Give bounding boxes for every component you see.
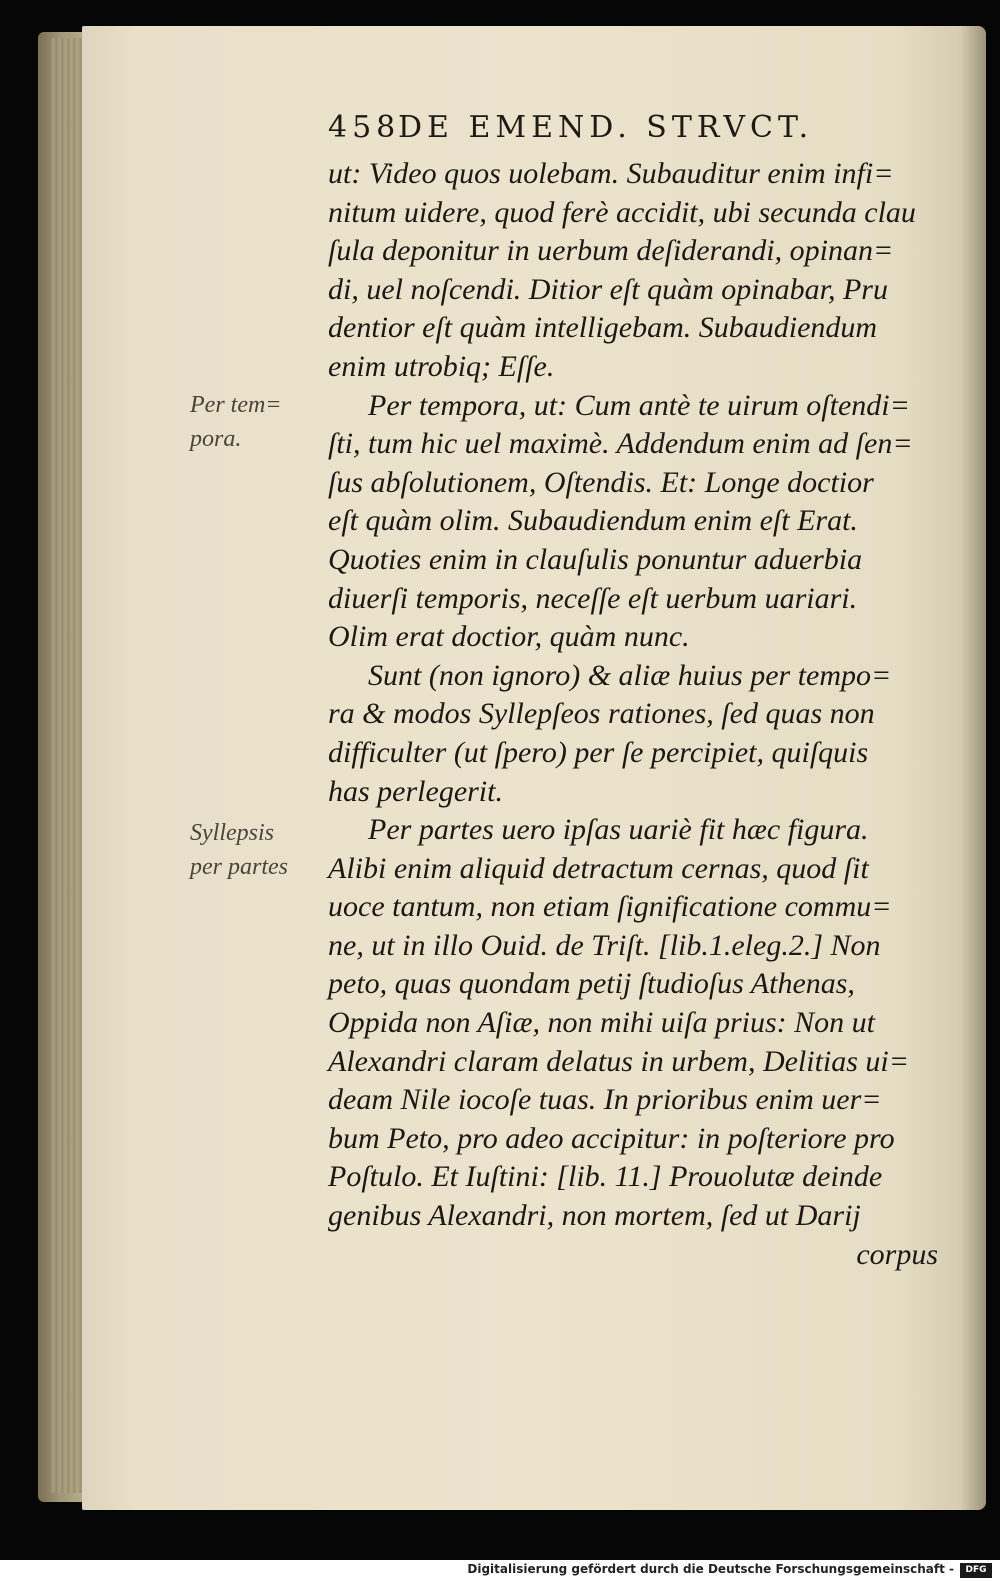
text-line: Sunt (non ignoro) & aliæ huius per tempo= xyxy=(368,658,892,692)
text-line: genibus Alexandri, non mortem, ſed ut Darij xyxy=(328,1199,861,1233)
dfg-logo: DFG xyxy=(960,1563,992,1578)
text-line: ne, ut in illo Ouid. de Triſt. [lib.1.eleg.2.] Non xyxy=(328,928,881,962)
margin-note-line: Per tem= xyxy=(190,392,282,418)
text-line: ra & modos Syllepſeos rationes, ſed quas non xyxy=(328,697,875,731)
digitization-note: Digitalisierung gefördert durch die Deutsche Forschungsgemeinschaft - xyxy=(467,1562,954,1576)
text-line: Poſtulo. Et Iuſtini: [lib. 11.] Prouolutæ deinde xyxy=(328,1160,883,1194)
text-line: difficulter (ut ſpero) per ſe percipiet, quiſquis xyxy=(328,735,869,769)
text-line: ſus abſolutionem, Oſtendis. Et: Longe doctior xyxy=(328,465,874,499)
text-line: peto, quas quondam petij ſtudioſus Athenas, xyxy=(328,967,855,1001)
text-line: nitum uidere, quod ferè accidit, ubi secunda clau xyxy=(328,195,916,229)
text-line: di, uel noſcendi. Ditior eſt quàm opinabar, Pru xyxy=(328,272,888,306)
text-line: deam Nile iocoſe tuas. In prioribus enim uer= xyxy=(328,1083,882,1117)
text-line: enim utrobiq; Eſſe. xyxy=(328,349,555,383)
running-title: DE EMEND. STRVCT. xyxy=(398,110,814,145)
text-line: Per partes uero ipſas uariè fit hæc figura. xyxy=(368,813,869,847)
text-line: ſula deponitur in uerbum deſiderandi, opinan= xyxy=(328,234,894,268)
margin-note-line: Syllepsis xyxy=(190,820,274,846)
text-line: ſti, tum hic uel maximè. Addendum enim ad ſen= xyxy=(328,427,913,461)
margin-note-line: per partes xyxy=(190,854,288,880)
text-line: ut: Video quos uolebam. Subauditur enim infi= xyxy=(328,157,894,190)
catchword: corpus xyxy=(856,1237,938,1271)
margin-note-per-tempora xyxy=(190,388,330,456)
margin-note-line: pora. xyxy=(190,426,242,452)
text-line: Olim erat doctior, quàm nunc. xyxy=(328,620,690,654)
text-line: dentior eſt quàm intelligebam. Subaudiendum xyxy=(328,311,878,345)
text-line: has perlegerit. xyxy=(328,774,503,808)
text-line: Per tempora, ut: Cum antè te uirum oſtendi= xyxy=(368,388,910,422)
page-number: 458 xyxy=(328,110,401,145)
margin-note-syllepsis xyxy=(190,816,330,884)
text-line: Alexandri claram delatus in urbem, Delitias ui= xyxy=(328,1044,910,1078)
text-line: diuerſi temporis, neceſſe eſt uerbum uariari. xyxy=(328,581,858,615)
running-header xyxy=(328,110,888,150)
text-line: Quoties enim in clauſulis ponuntur aduerbia xyxy=(328,542,863,576)
text-line: eſt quàm olim. Subaudiendum enim eſt Erat. xyxy=(328,504,858,538)
text-line: uoce tantum, non etiam ſignificatione commu= xyxy=(328,890,892,924)
text-line: Oppida non Aſiæ, non mihi uiſa prius: Non ut xyxy=(328,1006,875,1040)
page-gutter-shadow xyxy=(960,26,986,1510)
text-line: bum Peto, pro adeo accipitur: in poſteriore pro xyxy=(328,1121,895,1155)
body-text xyxy=(328,155,948,1274)
text-line: Alibi enim aliquid detractum cernas, quod ſit xyxy=(328,851,869,885)
